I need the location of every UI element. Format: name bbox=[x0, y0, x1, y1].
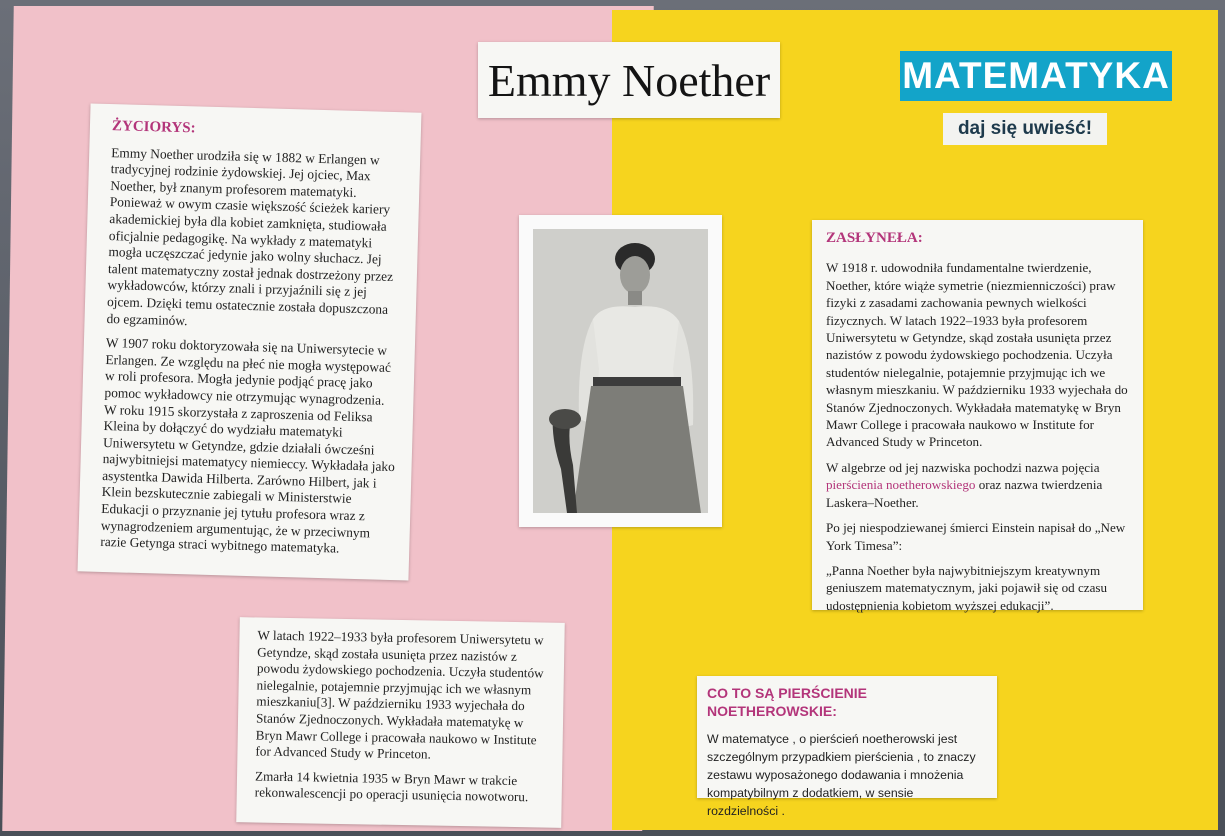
later-paragraph-2: Zmarła 14 kwietnia 1935 w Bryn Mawr w trakcie rekonwalescencji po operacji usunięcia nowotworu. bbox=[254, 768, 529, 805]
biography-paragraph-2: W 1907 roku doktoryzowała się na Uniwersytecie w Erlangen. Ze względu na płeć nie mogła występować w roli profesora. Mogła jedynie podjąć pracę jako pomoc wykładowcy nie otrzymując wynagrodzenia. W roku 1915 skorzystała z zaproszenia od Feliksa Kleina by dołączyć do wydziału matematyki Uniwersytetu w Getyndze, gdzie działali ówcześni najwybitniejsi matematycy niemieccy. Wykładała jako asystentka Dawida Hilberta. Zarówno Hilbert, jak i Klein bezskutecznie zabiegali w Ministerstwie Edukacji o przyznanie jej tytułu profesora wraz z wynagrodzeniem argumentując, że w przeciwnym razie Getynga straci wybitnego matematyka. bbox=[100, 335, 395, 556]
biography-card bbox=[78, 103, 422, 580]
fame-p2-after: oraz nazwa twierdzenia Laskera–Noether. bbox=[826, 477, 1103, 510]
fame-p2-before: W algebrze od jej nazwiska pochodzi nazwa pojęcia bbox=[826, 459, 1100, 475]
biography-heading: ŻYCIORYS: bbox=[111, 118, 196, 137]
poster-title bbox=[478, 42, 780, 118]
fame-paragraph-1: W 1918 r. udowodniła fundamentalne twierdzenie, Noether, które wiąże symetrie (niezmienniczości) praw fizyki z zasadami zachowania pewnych wielkości fizycznych. W latach 1922–1933 była profesorem Uniwersytetu w Getyndze, skąd została usunięta przez nazistów z powodu żydowskiego pochodzenia. Uczyła studentów nielegalnie, potajemnie przyjmując ich we własnym mieszkaniu. W październiku 1933 wyjechała do Stanów Zjednoczonych. Wykładała matematykę w Bryn Mawr College i pracowała naukowo w Institute for Advanced Study w Princeton. bbox=[826, 260, 1128, 450]
later-life-card bbox=[236, 617, 565, 828]
brand-banner bbox=[900, 51, 1172, 101]
slogan-label bbox=[943, 113, 1107, 145]
brand-text: MATEMATYKA bbox=[902, 55, 1170, 96]
portrait-image bbox=[533, 229, 708, 513]
biography-paragraph-1: Emmy Noether urodziła się w 1882 w Erlangen w tradycyjnej rodzinie żydowskiej. Jej ojciec, Max Noether, był znanym profesorem matematyki. Ponieważ w owym czasie większość ścieżek kariery akademickiej była dla kobiet zamknięta, studiowała oficjalnie pedagogikę. Na wykłady z matematyki mogła uczęszczać jedynie jako wolny słuchacz. Jej talent matematyczny został jednak dostrzeżony przez wykładowców, którzy znali i przyjaźnili się z jej ojcem. Dzięki temu ostatecznie została dopuszczona do egzaminów. bbox=[106, 144, 394, 328]
fame-paragraph-3: Po jej niespodziewanej śmierci Einstein napisał do „New York Timesa”: bbox=[826, 520, 1126, 553]
rings-card bbox=[697, 676, 997, 818]
rings-body: W matematyce , o pierścień noetherowski jest szczególnym przypadkiem pierścienia , to znaczy zestawu wyposażonego dodawania i mnożenia kompatybilnym z dodatkiem, w sensie rozdzielności . bbox=[707, 732, 976, 818]
rings-heading: CO TO SĄ PIERŚCIENIE NOETHEROWSKIE: bbox=[707, 685, 867, 719]
fame-paragraph-2 bbox=[826, 459, 1131, 511]
poster-title-text: Emmy Noether bbox=[487, 54, 771, 106]
slogan-text: daj się uwieść! bbox=[957, 118, 1093, 139]
later-paragraph-1: W latach 1922–1933 była profesorem Uniwersytetu w Getyndze, skąd została usunięta przez nazistów z powodu żydowskiego pochodzenia. Uczyła studentów nielegalnie, potajemnie przyjmując ich we własnym mieszkaniu[3]. W październiku 1933 wyjechała do Stanów Zjednoczonych. Wykładała matematykę w Bryn Mawr College i pracowała naukowo w Institute for Advanced Study w Princeton. bbox=[255, 627, 544, 762]
fame-heading: ZASŁYNEŁA: bbox=[826, 230, 923, 246]
einstein-quote: „Panna Noether była najwybitniejszym kreatywnym geniuszem matematycznym, jaki pojawił się od czasu udostępnienia kobietom wyższej edukacji”. bbox=[826, 562, 1108, 613]
portrait-illustration bbox=[533, 229, 708, 513]
noetherian-ring-term: pierścienia noetherowskiego bbox=[826, 477, 976, 493]
portrait-photo bbox=[519, 215, 722, 527]
fame-card bbox=[812, 220, 1143, 613]
